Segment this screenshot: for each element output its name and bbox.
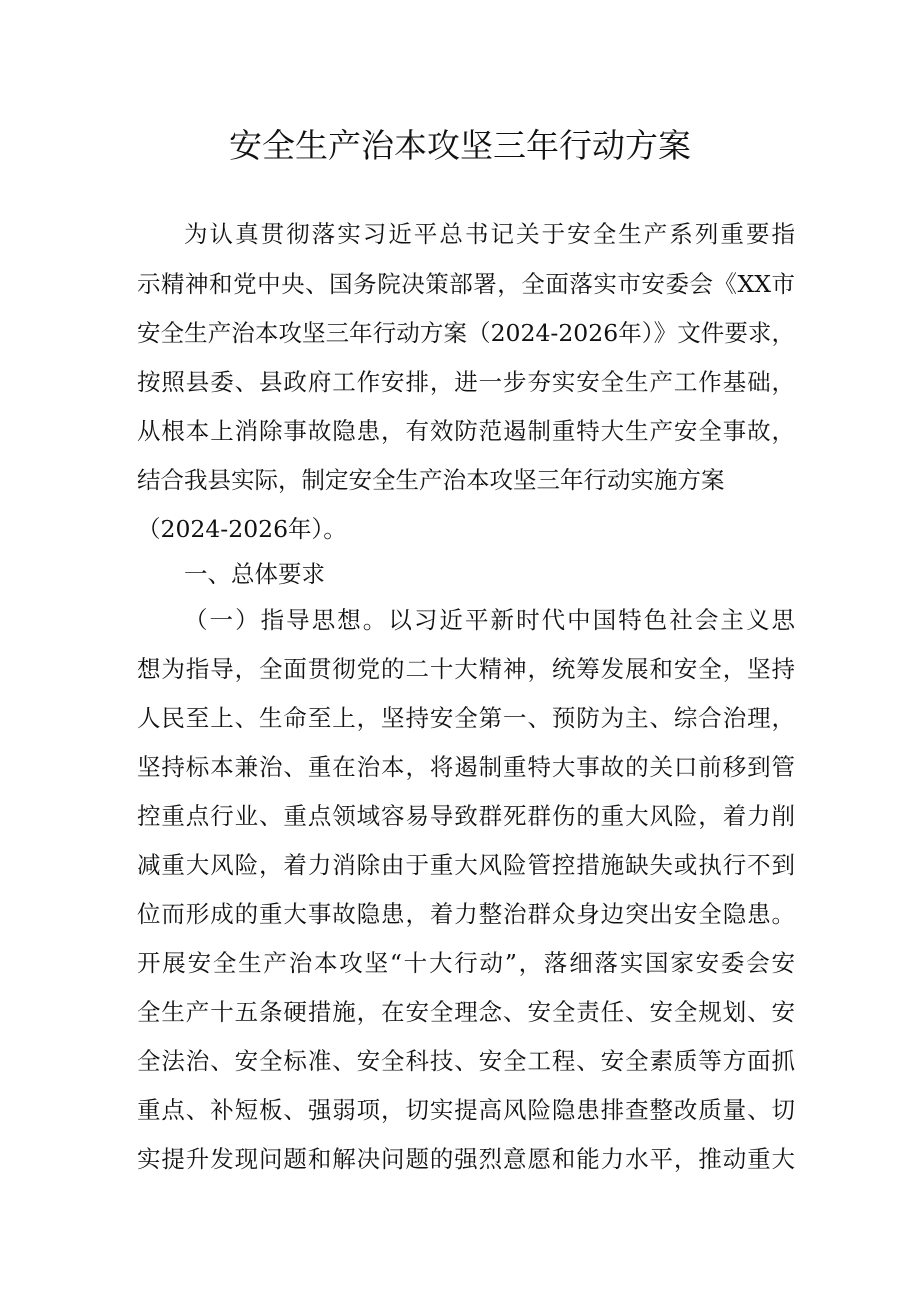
paragraph-line: 坚持标本兼治、重在治本，将遏制重特大事故的关口前移到管 [137, 753, 795, 781]
paragraph-line: 按照县委、县政府工作安排，进一步夯实安全生产工作基础， [137, 368, 795, 396]
paragraph-line: 开展安全生产治本攻坚“十大行动”，落细落实国家安委会安 [137, 949, 795, 977]
document-title: 安全生产治本攻坚三年行动方案 [229, 126, 691, 165]
paragraph-line: 结合我县实际，制定安全生产治本攻坚三年行动实施方案 [137, 466, 725, 494]
paragraph-line: 安全生产治本攻坚三年行动方案（2024-2026年）》文件要求， [137, 319, 795, 347]
paragraph-line: 控重点行业、重点领域容易导致群死群伤的重大风险，着力削 [137, 802, 795, 830]
paragraph-line: 想为指导，全面贯彻党的二十大精神，统筹发展和安全，坚持 [137, 655, 795, 683]
paragraph-line: 重点、补短板、强弱项，切实提高风险隐患排查整改质量、切 [137, 1096, 795, 1124]
paragraph-line: （2024-2026年）。 [137, 515, 347, 543]
paragraph-line: 位而形成的重大事故隐患，着力整治群众身边突出安全隐患。 [137, 900, 795, 928]
section-heading: 一、总体要求 [184, 560, 325, 588]
paragraph-line: 全法治、安全标准、安全科技、安全工程、安全素质等方面抓 [137, 1047, 795, 1075]
paragraph-line: 减重大风险，着力消除由于重大风险管控措施缺失或执行不到 [137, 851, 795, 879]
paragraph-line: 为认真贯彻落实习近平总书记关于安全生产系列重要指 [184, 220, 795, 248]
paragraph-line: 实提升发现问题和解决问题的强烈意愿和能力水平，推动重大 [137, 1145, 795, 1173]
paragraph-line: 示精神和党中央、国务院决策部署，全面落实市安委会《XX市 [137, 270, 795, 298]
paragraph-line: 全生产十五条硬措施，在安全理念、安全责任、安全规划、安 [137, 998, 795, 1026]
paragraph-line: （一）指导思想。以习近平新时代中国特色社会主义思 [184, 606, 795, 634]
paragraph-line: 人民至上、生命至上，坚持安全第一、预防为主、综合治理， [137, 704, 795, 732]
paragraph-line: 从根本上消除事故隐患，有效防范遏制重特大生产安全事故， [137, 417, 795, 445]
